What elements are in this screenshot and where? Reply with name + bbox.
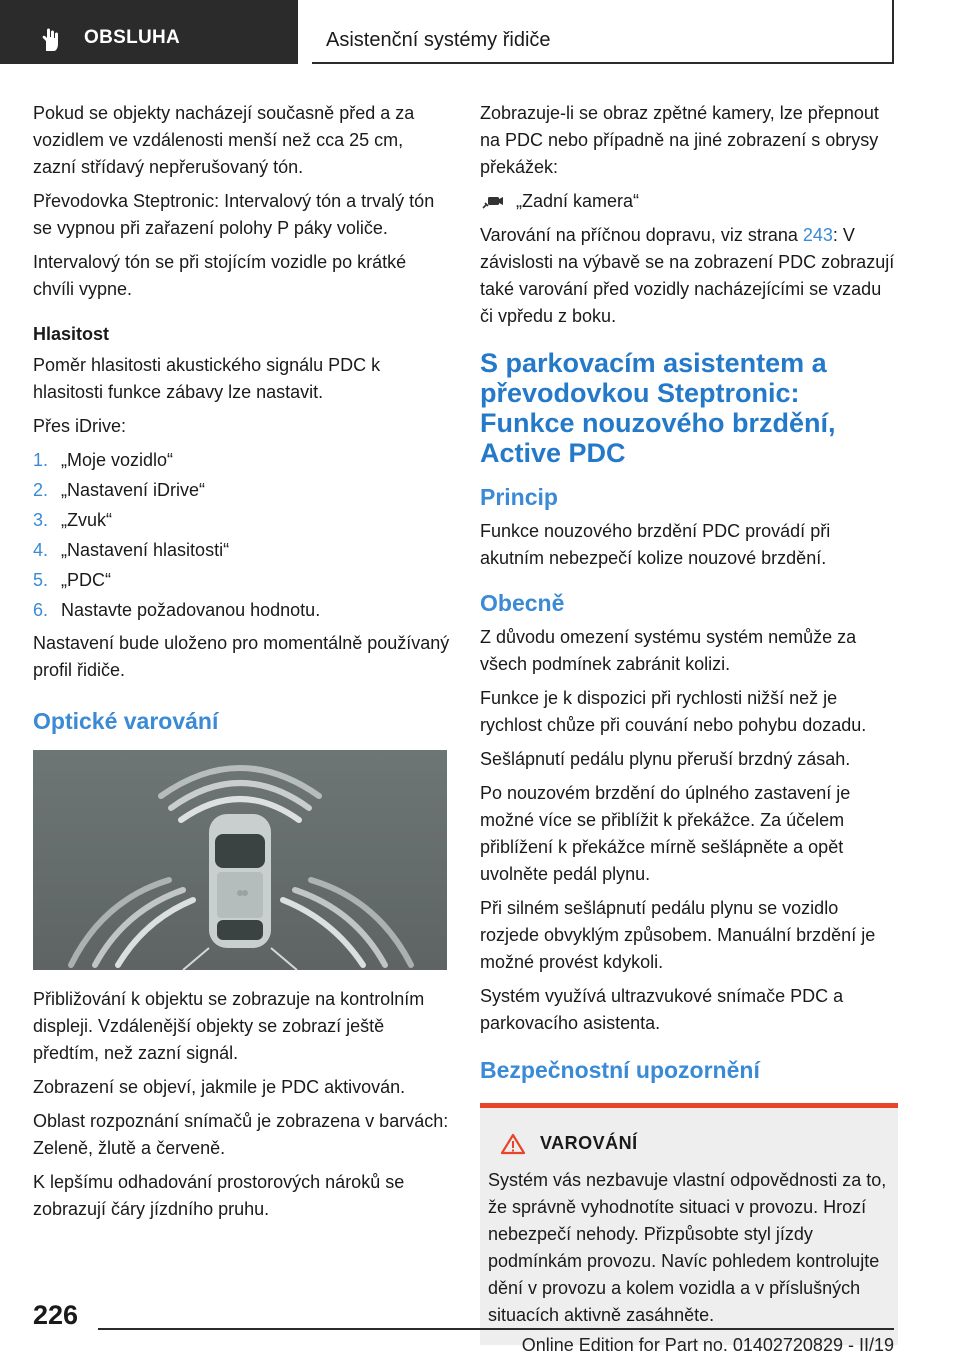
- footer-divider: [98, 1328, 894, 1330]
- warning-header: [488, 1130, 890, 1157]
- list-item: [33, 537, 451, 564]
- step-text: „Zvuk“: [61, 510, 112, 530]
- paragraph: Zobrazuje-li se obraz zpětné kamery, lze přepnout na PDC nebo případně na jiné zobrazení s obrysy překážek:: [480, 103, 879, 177]
- warning-text: Systém vás nezbavuje vlastní odpovědnosti za to, že správně vyhodnotíte situaci v provozu. Hrozí nebezpečí nehody. Přizpůsobte styl jízdy podmínkám provozu. Navíc pohledem kontrolujte dění v provozu a kolem vozidla a v příslušných situacích aktivně zasáhněte.: [488, 1170, 887, 1325]
- paragraph: Přes iDrive:: [33, 416, 127, 436]
- right-column: [480, 100, 898, 1345]
- paragraph: Funkce je k dispozici při rychlosti nižší než je rychlost chůze při couvání nebo pohybu dozadu.: [480, 688, 867, 735]
- paragraph: [480, 222, 898, 330]
- paragraph: Nastavení bude uloženo pro momentálně používaný profil řidiče.: [33, 633, 450, 680]
- warning-title: VAROVÁNÍ: [540, 1133, 638, 1153]
- heading-principle: Princip: [480, 484, 558, 510]
- step-number: 4.: [33, 540, 49, 560]
- subheading-volume: Hlasitost: [33, 324, 110, 344]
- paragraph: Při silném sešlápnutí pedálu plynu se vozidlo rozjede obvyklým způsobem. Manuální brzdění je možné provést kdykoli.: [480, 898, 876, 972]
- paragraph: Přibližování k objektu se zobrazuje na kontrolním displeji. Vzdálenější objekty se zobrazí ještě předtím, než zazní signál.: [33, 989, 425, 1063]
- page-reference-link[interactable]: 243: [802, 225, 833, 245]
- paragraph: Funkce nouzového brzdění PDC provádí při akutním nebezpečí kolize nouzové brzdění.: [480, 521, 831, 568]
- pdc-illustration: [33, 750, 447, 970]
- step-text: „PDC“: [61, 570, 111, 590]
- page-number: 226: [33, 1300, 79, 1330]
- paragraph: Poměr hlasitosti akustického signálu PDC k hlasitosti funkce zábavy lze nastavit.: [33, 355, 381, 402]
- paragraph: Systém využívá ultrazvukové snímače PDC a parkovacího asistenta.: [480, 986, 844, 1033]
- heading-optical-warning: Optické varování: [33, 708, 219, 734]
- text-span: : V závislosti na výbavě se na zobrazení PDC zobrazují také varování před vozidly nacházejícími se vzadu či vpředu z boku.: [480, 225, 895, 326]
- footer-edition: Online Edition for Part no. 01402720829 - II/19: [521, 1335, 894, 1355]
- header-tab: [0, 0, 298, 64]
- paragraph: Po nouzovém brzdění do úplného zastavení je možné více se přiblížit k překážce. Za účelem přiblížení k překážce mírně sešlápněte a opět uvolněte pedál plynu.: [480, 783, 851, 884]
- hand-icon: [38, 27, 64, 53]
- step-text: „Nastavení iDrive“: [61, 480, 206, 500]
- step-text: Nastavte požadovanou hodnotu.: [61, 600, 321, 620]
- header-section: [312, 0, 894, 64]
- list-item: [33, 597, 451, 624]
- heading-emergency-braking: S parkovacím asistentem a převodovkou Steptronic: Funkce nouzového brzdění, Active PDC: [480, 348, 836, 468]
- heading-general: Obecně: [480, 590, 565, 616]
- list-item: [33, 507, 451, 534]
- warning-box: [480, 1103, 898, 1345]
- left-column: [33, 100, 451, 1230]
- paragraph: Oblast rozpoznání snímačů je zobrazena v barvách: Zeleně, žlutě a červeně.: [33, 1111, 449, 1158]
- step-text: „Nastavení hlasitosti“: [61, 540, 230, 560]
- step-number: 3.: [33, 510, 49, 530]
- heading-safety-notes: Bezpečnostní upozornění: [480, 1057, 760, 1083]
- paragraph: Intervalový tón se při stojícím vozidle po krátké chvíli vypne.: [33, 252, 407, 299]
- idrive-steps-list: [33, 447, 451, 624]
- paragraph: Pokud se objekty nacházejí současně před a za vozidlem ve vzdálenosti menší než cca 25 cm, zazní střídavý nepřerušovaný tón.: [33, 103, 415, 177]
- camera-label: „Zadní kamera“: [516, 191, 640, 211]
- rear-camera-icon: [482, 194, 504, 210]
- paragraph: K lepšímu odhadování prostorových nároků se zobrazují čáry jízdního pruhu.: [33, 1172, 405, 1219]
- step-number: 6.: [33, 600, 49, 620]
- paragraph: Převodovka Steptronic: Intervalový tón a trvalý tón se vypnou při zařazení polohy P páky voliče.: [33, 191, 435, 238]
- list-item: [33, 447, 451, 474]
- step-number: 2.: [33, 480, 49, 500]
- step-number: 1.: [33, 450, 49, 470]
- header-tab-label: OBSLUHA: [84, 27, 181, 48]
- paragraph: Zobrazení se objeví, jakmile je PDC aktivován.: [33, 1077, 406, 1097]
- list-item: [33, 477, 451, 504]
- pdc-display-image: [33, 750, 447, 970]
- paragraph: Sešlápnutí pedálu plynu přeruší brzdný zásah.: [480, 749, 851, 769]
- camera-option: [480, 188, 898, 215]
- section-title: Asistenční systémy řidiče: [326, 29, 551, 51]
- step-number: 5.: [33, 570, 49, 590]
- text-span: Varování na příčnou dopravu, viz strana: [480, 225, 803, 245]
- paragraph: Z důvodu omezení systému systém nemůže za všech podmínek zabránit kolizi.: [480, 627, 857, 674]
- list-item: [33, 567, 451, 594]
- step-text: „Moje vozidlo“: [61, 450, 174, 470]
- warning-triangle-icon: [500, 1133, 526, 1155]
